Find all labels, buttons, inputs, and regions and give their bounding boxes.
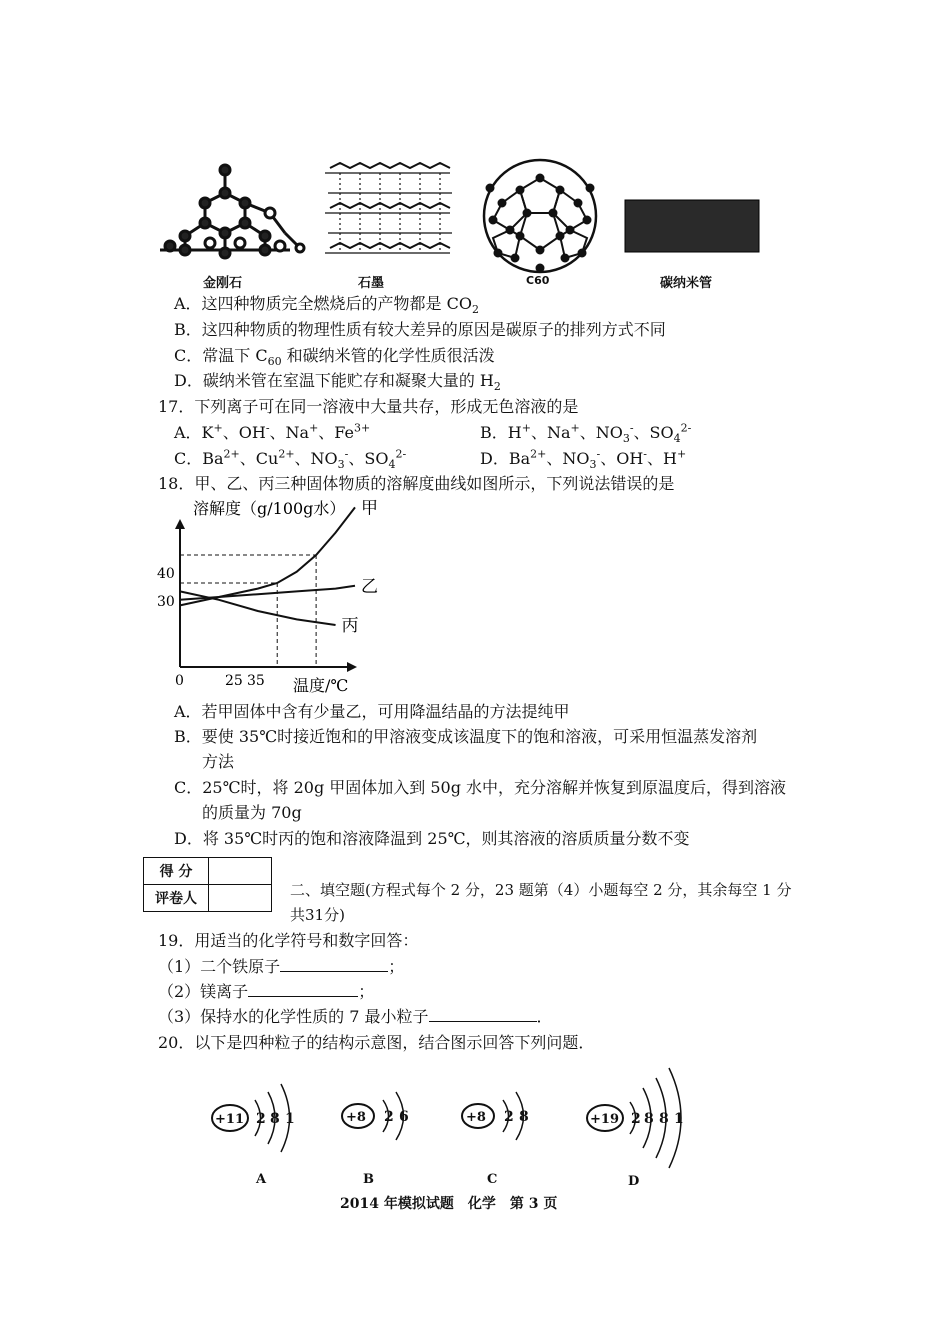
grader-cell[interactable] [209,885,272,912]
q19-sub1: （1）二个铁原子 ； [158,957,405,976]
atom-d-diagram [587,1068,684,1168]
q16-option-a: A．这四种物质完全燃烧后的产物都是 $CO_2$ [174,294,480,317]
q16-option-c: C．常温下 $C_{60}$ 和碳纳米管的化学性质很活泼 [174,346,495,369]
solubility-chart [157,495,400,700]
svg-text:8: 8 [519,1109,529,1125]
atom-c-diagram [462,1092,529,1140]
atom-a-label: A [256,1172,267,1187]
score-table [143,857,272,912]
q17-option-d: D．$Ba^{2+}$、$NO_3^-$、OH-、H+ [480,447,687,472]
q18-option-d: D．将 35℃时丙的饱和溶液降温到 25℃，则其溶液的溶质质量分数不变 [174,829,690,848]
atom-b-diagram [342,1092,409,1140]
svg-text:1: 1 [674,1111,684,1127]
q18-option-b-line1: B．要使 35℃时接近饱和的甲溶液变成该温度下的饱和溶液，可采用恒温蒸发溶剂 [174,727,758,746]
svg-text:+8: +8 [346,1110,366,1125]
y-tick-30: 30 [157,594,175,610]
atom-b-label: B [363,1172,374,1187]
svg-text:8: 8 [659,1111,669,1127]
q18-option-c-line2: 的质量为 70g [202,803,302,822]
score-cell[interactable] [209,858,272,885]
chart-ylabel: 溶解度（g/100g水） [193,499,346,518]
section2-heading-cont: 共31分) [290,906,345,924]
svg-text:2: 2 [256,1111,266,1127]
q17-stem: 17．下列离子可在同一溶液中大量共存，形成无色溶液的是 [158,397,579,416]
atom-c-label: C [487,1172,498,1187]
svg-text:8: 8 [270,1111,280,1127]
q18-option-a: A．若甲固体中含有少量乙，可用降温结晶的方法提纯甲 [174,702,570,721]
q19-sub3: （3）保持水的化学性质的 7 最小粒子 ． [158,1007,553,1026]
q19-blank1[interactable] [280,957,388,972]
grader-label: 评卷人 [144,885,209,912]
c60-structure-image [484,160,596,272]
q18-option-c-line1: C．25℃时，将 20g 甲固体加入到 50g 水中，充分溶解并恢复到原温度后，得到溶液 [174,778,787,797]
series-line-0 [180,507,355,599]
nanotube-label: 碳纳米管 [660,276,713,291]
series-line-2 [180,591,336,625]
q18-option-b-line2: 方法 [202,752,235,771]
svg-text:2: 2 [631,1111,641,1127]
q17-option-c: C．$Ba^{2+}$、$Cu^{2+}$、$NO_3^-$、$SO_4^{2-}$ [174,447,407,472]
atom-d-label: D [628,1174,640,1189]
nanotube-structure-image [625,200,759,252]
x-tick-35: 35 [247,673,265,689]
x-tick-25: 25 [225,673,243,689]
score-label: 得 分 [144,858,209,885]
atom-a-diagram [212,1084,295,1152]
diamond-label: 金刚石 [203,276,243,291]
q19-blank3[interactable] [429,1007,537,1022]
q16-option-d: D．碳纳米管在室温下能贮存和凝聚大量的 $H_2$ [174,371,501,394]
svg-text:2: 2 [504,1109,514,1125]
svg-text:+11: +11 [215,1112,244,1127]
q19-sub2: （2）镁离子 ； [158,982,375,1001]
series-line-1 [180,586,355,606]
q19-stem: 19．用适当的化学符号和数字回答： [158,931,419,950]
x-axis-arrow [347,662,357,672]
series-label-2: 丙 [341,616,359,636]
svg-text:8: 8 [644,1111,654,1127]
q20-stem: 20．以下是四种粒子的结构示意图，结合图示回答下列问题． [158,1033,595,1052]
q16-option-b: B．这四种物质的物理性质有较大差异的原因是碳原子的排列方式不同 [174,320,666,339]
svg-text:2: 2 [384,1109,394,1125]
y-axis-arrow [175,519,185,529]
q18-stem: 18．甲、乙、丙三种固体物质的溶解度曲线如图所示，下列说法错误的是 [158,474,675,493]
svg-text:1: 1 [285,1111,295,1127]
q19-blank2[interactable] [248,982,358,997]
chart-xlabel: 温度/℃ [293,676,349,695]
graphite-structure-image [325,163,452,253]
section2-heading: 二、填空题(方程式每个 2 分，23 题第（4）小题每空 2 分，其余每空 1 分 [290,881,792,899]
c60-label: C60 [526,274,550,287]
atom-structure-diagrams [200,1060,700,1180]
page-footer: 2014 年模拟试题 化学 第 3 页 [340,1196,558,1212]
svg-text:+8: +8 [466,1110,486,1125]
graphite-label: 石墨 [358,276,385,291]
svg-text:+19: +19 [590,1112,619,1127]
q17-option-a: A．K+、OH-、Na+、$Fe^{3+}$ [174,421,371,442]
series-label-0: 甲 [361,498,378,519]
series-label-1: 乙 [361,576,378,597]
diamond-structure-image [160,165,304,258]
svg-text:6: 6 [399,1109,409,1125]
x-axis-origin: 0 [175,673,184,689]
y-tick-40: 40 [157,566,175,582]
carbon-structures-figure [150,158,770,273]
q17-option-b: B．H+、Na+、$NO_3^-$、$SO_4^{2-}$ [480,421,692,446]
